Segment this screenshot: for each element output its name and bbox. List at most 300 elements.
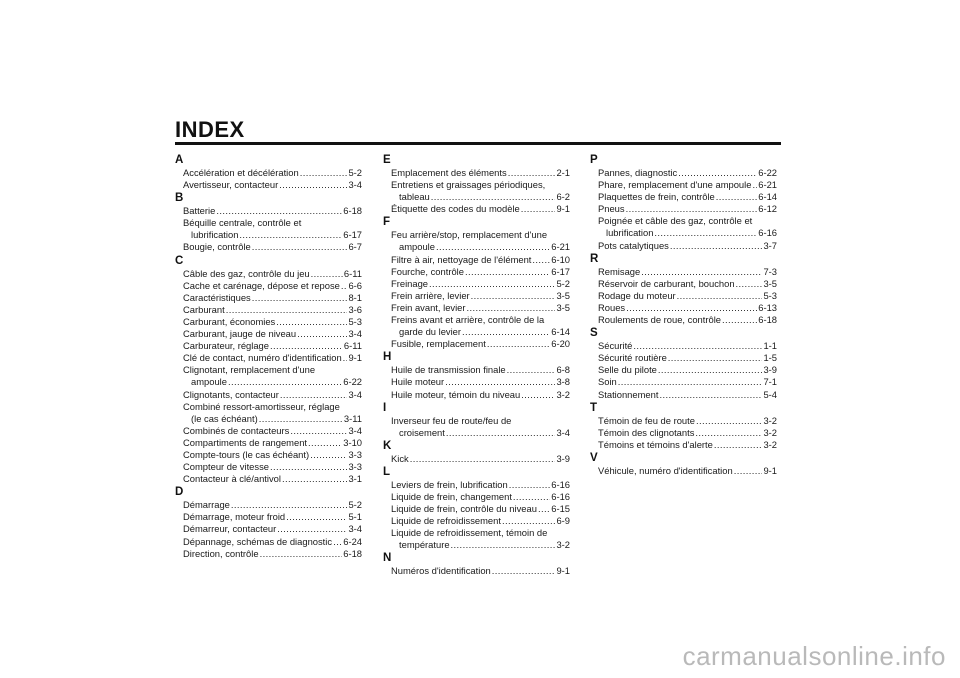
page-ref: 3-4: [556, 426, 570, 438]
entry-text: Clignotants, contacteur: [183, 388, 279, 400]
page-ref: 3-4: [348, 523, 362, 535]
section-letter: D: [175, 486, 184, 499]
dot-leader: [654, 227, 757, 239]
index-entry[interactable]: [383, 314, 570, 338]
entry-text: garde du levier: [399, 326, 462, 338]
entry-text: Témoin de feu de route: [598, 414, 695, 426]
section-letter: A: [175, 154, 184, 166]
dot-leader: [716, 191, 757, 203]
index-entry[interactable]: [175, 511, 362, 523]
title-rule: [175, 142, 781, 145]
section-letter: R: [590, 252, 599, 265]
dot-leader: [252, 241, 348, 253]
index-entry[interactable]: [590, 415, 777, 427]
page-ref: 3-5: [556, 301, 570, 313]
dot-leader: [451, 539, 556, 551]
entry-text: Câble des gaz, contrôle du jeu: [183, 267, 310, 279]
entry-text: Phare, remplacement d'une ampoule: [598, 179, 752, 191]
index-entry[interactable]: [175, 449, 362, 461]
index-entry[interactable]: [590, 215, 777, 239]
dot-leader: [279, 179, 347, 191]
section-letter: E: [383, 154, 391, 166]
entry-text: Bougie, contrôle: [183, 241, 251, 253]
dot-leader: [513, 491, 550, 503]
page-ref: 3-6: [348, 303, 362, 315]
entry-text: croisement: [399, 426, 445, 438]
entry-text: Freinage: [391, 277, 429, 289]
entry-text: Huile moteur, témoin du niveau: [391, 388, 521, 400]
page-ref: 3-11: [343, 412, 362, 424]
dot-leader: [311, 268, 343, 280]
index-entry[interactable]: [383, 565, 570, 577]
dot-leader: [695, 427, 762, 439]
entry-text: Accélération et décélération: [183, 167, 299, 178]
dot-leader: [216, 205, 342, 217]
dot-leader: [228, 376, 342, 388]
page-ref: 6-16: [758, 227, 777, 239]
section-letter: F: [383, 216, 391, 229]
entry-text: Liquide de refroidissement, témoin de: [391, 527, 548, 539]
entry-text: Pots catalytiques: [598, 239, 669, 251]
entry-text: Direction, contrôle: [183, 547, 259, 559]
index-entry[interactable]: [175, 241, 362, 253]
page-ref: 5-2: [556, 277, 570, 289]
entry-text: Fusible, remplacement: [391, 338, 486, 350]
dot-leader: [678, 167, 757, 179]
dot-leader: [508, 167, 556, 179]
index-entry[interactable]: [175, 425, 362, 437]
page-ref: 3-2: [763, 414, 777, 426]
page-ref: 3-9: [763, 364, 777, 376]
index-entry[interactable]: [175, 167, 362, 179]
page-ref: 5-4: [763, 388, 777, 400]
entry-text: température: [399, 539, 450, 551]
page-ref: 2-1: [556, 167, 570, 178]
page-ref: 6-17: [551, 265, 570, 277]
entry-text: Témoins et témoins d'alerte: [598, 438, 713, 450]
index-entry[interactable]: [590, 240, 777, 252]
dot-leader: [341, 280, 348, 292]
dot-leader: [231, 499, 348, 511]
entry-text: Liquide de refroidissement: [391, 515, 501, 527]
page-title: INDEX: [175, 117, 245, 142]
index-entry[interactable]: [590, 167, 777, 179]
entry-text: Stationnement: [598, 388, 659, 400]
index-entry[interactable]: [590, 191, 777, 203]
page-ref: 6-22: [758, 167, 777, 178]
page-ref: 6-9: [556, 515, 570, 527]
dot-leader: [431, 191, 556, 203]
index-entry[interactable]: [175, 268, 362, 280]
entry-text: Étiquette des codes du modèle: [391, 203, 520, 215]
index-entry[interactable]: [383, 389, 570, 401]
index-entry[interactable]: [175, 352, 362, 364]
index-entry[interactable]: [383, 479, 570, 491]
entry-text: lubrification: [191, 229, 239, 241]
entry-text: Frein arrière, levier: [391, 289, 470, 301]
index-column-3: [590, 153, 777, 477]
dot-leader: [290, 425, 347, 437]
section-letter: N: [383, 552, 392, 565]
page-ref: 6-20: [551, 338, 570, 350]
dot-leader: [502, 515, 555, 527]
index-entry[interactable]: [175, 364, 362, 388]
section-letter: K: [383, 439, 392, 452]
index-entry[interactable]: [175, 179, 362, 191]
section-letter: I: [383, 401, 387, 414]
page-ref: 8-1: [348, 291, 362, 303]
dot-leader: [446, 427, 556, 439]
entry-text: Contacteur à clé/antivol: [183, 473, 281, 485]
index-entry[interactable]: [175, 292, 362, 304]
dot-leader: [467, 302, 556, 314]
index-entry[interactable]: [383, 179, 570, 203]
index-entry[interactable]: [175, 473, 362, 485]
page-ref: 6-15: [551, 503, 570, 515]
page-ref: 3-4: [348, 328, 362, 340]
dot-leader: [722, 314, 757, 326]
page-ref: 6-21: [758, 179, 777, 191]
entry-text: Béquille centrale, contrôle et: [183, 217, 302, 229]
entry-text: Roues: [598, 301, 626, 313]
index-entry[interactable]: [175, 280, 362, 292]
page-ref: 6-24: [343, 535, 362, 547]
index-entry[interactable]: [383, 254, 570, 266]
page-ref: 6-8: [556, 364, 570, 376]
page-ref: 6-18: [343, 205, 362, 217]
entry-text: Compte-tours (le cas échéant): [183, 448, 310, 460]
index-entry[interactable]: [590, 314, 777, 326]
dot-leader: [696, 415, 763, 427]
page-ref: 3-5: [556, 289, 570, 301]
dot-leader: [641, 266, 762, 278]
index-entry[interactable]: [383, 453, 570, 465]
section-letter: T: [590, 401, 598, 414]
entry-text: Liquide de frein, changement: [391, 490, 512, 502]
index-entry[interactable]: [383, 338, 570, 350]
page-ref: 6-6: [348, 279, 362, 291]
dot-leader: [487, 338, 550, 350]
page-ref: 3-4: [348, 179, 362, 191]
page-ref: 3-10: [343, 436, 362, 448]
page-ref: 1-1: [763, 340, 777, 352]
entry-text: Dépannage, schémas de diagnostic: [183, 535, 333, 547]
dot-leader: [670, 240, 763, 252]
page-ref: 6-18: [343, 547, 362, 559]
entry-text: Roulements de roue, contrôle: [598, 314, 721, 326]
entry-text: Compteur de vitesse: [183, 461, 269, 473]
dot-leader: [277, 523, 347, 535]
dot-leader: [633, 340, 762, 352]
dot-leader: [462, 326, 550, 338]
dot-leader: [300, 167, 348, 179]
entry-text: ampoule: [191, 376, 227, 388]
dot-leader: [436, 241, 550, 253]
index-entry[interactable]: [590, 340, 777, 352]
dot-leader: [538, 503, 550, 515]
entry-text: Rodage du moteur: [598, 289, 676, 301]
dot-leader: [308, 437, 342, 449]
entry-text: tableau: [399, 191, 430, 203]
section-letter: P: [590, 154, 598, 166]
entry-text: Témoin des clignotants: [598, 426, 695, 438]
dot-leader: [471, 290, 556, 302]
index-entry[interactable]: [175, 340, 362, 352]
index-entry[interactable]: [383, 364, 570, 376]
dot-leader: [445, 376, 555, 388]
entry-text: Emplacement des éléments: [391, 167, 507, 178]
entry-text: Clignotant, remplacement d'une: [183, 364, 316, 376]
entry-text: Réservoir de carburant, bouchon: [598, 277, 735, 289]
entry-text: Combiné ressort-amortisseur, réglage: [183, 400, 340, 412]
page-ref: 3-1: [348, 473, 362, 485]
index-entry[interactable]: [383, 376, 570, 388]
page-ref: 3-9: [556, 452, 570, 464]
index-entry[interactable]: [175, 217, 362, 241]
index-entry[interactable]: [175, 389, 362, 401]
entry-text: (le cas échéant): [191, 412, 258, 424]
index-entry[interactable]: [383, 527, 570, 551]
page-ref: 3-4: [348, 424, 362, 436]
entry-text: Véhicule, numéro d'identification: [598, 464, 733, 476]
dot-leader: [736, 278, 763, 290]
entry-text: Carburant: [183, 303, 225, 315]
entry-text: Soin: [598, 376, 617, 388]
page-ref: 3-4: [348, 388, 362, 400]
index-entry[interactable]: [590, 278, 777, 290]
entry-text: Pneus: [598, 203, 625, 215]
index-entry[interactable]: [590, 376, 777, 388]
page-ref: 5-2: [348, 167, 362, 178]
dot-leader: [507, 364, 556, 376]
dot-leader: [239, 229, 342, 241]
index-entry[interactable]: [175, 401, 362, 425]
dot-leader: [734, 465, 763, 477]
dot-leader: [658, 364, 763, 376]
dot-leader: [282, 473, 347, 485]
entry-text: Pannes, diagnostic: [598, 167, 678, 178]
page-ref: 9-1: [556, 203, 570, 215]
page-ref: 3-2: [556, 388, 570, 400]
section-letter: V: [590, 451, 598, 464]
page-ref: 6-14: [551, 326, 570, 338]
index-entry[interactable]: [383, 229, 570, 253]
entry-text: Huile de transmission finale: [391, 364, 506, 376]
entry-text: Plaquettes de frein, contrôle: [598, 191, 715, 203]
page-ref: 6-16: [551, 490, 570, 502]
page-ref: 9-1: [556, 565, 570, 577]
index-entry[interactable]: [590, 439, 777, 451]
dot-leader: [677, 290, 763, 302]
entry-text: Batterie: [183, 205, 216, 217]
index-entry[interactable]: [383, 302, 570, 314]
entry-text: Carburant, jauge de niveau: [183, 328, 297, 340]
page-ref: 6-22: [343, 376, 362, 388]
index-entry[interactable]: [175, 205, 362, 217]
index-column-2: [383, 153, 570, 578]
page-ref: 3-3: [348, 448, 362, 460]
index-column-1: [175, 153, 362, 560]
index-entry[interactable]: [590, 364, 777, 376]
index-entry[interactable]: [590, 465, 777, 477]
index-entry[interactable]: [383, 290, 570, 302]
index-entry[interactable]: [175, 523, 362, 535]
section-letter: H: [383, 351, 392, 364]
index-entry[interactable]: [175, 437, 362, 449]
index-entry[interactable]: [175, 499, 362, 511]
dot-leader: [260, 548, 343, 560]
page-ref: 9-1: [763, 464, 777, 476]
entry-text: Inverseur feu de route/feu de: [391, 414, 512, 426]
page-ref: 3-8: [556, 376, 570, 388]
entry-text: Huile moteur: [391, 376, 445, 388]
index-entry[interactable]: [590, 179, 777, 191]
index-entry[interactable]: [383, 167, 570, 179]
dot-leader: [286, 511, 347, 523]
entry-text: Cache et carénage, dépose et repose: [183, 279, 340, 291]
page-ref: 7-1: [763, 376, 777, 388]
page-ref: 7-3: [763, 265, 777, 277]
page-ref: 1-5: [763, 352, 777, 364]
dot-leader: [465, 266, 550, 278]
section-letter: S: [590, 327, 598, 340]
dot-leader: [270, 340, 343, 352]
index-entry[interactable]: [175, 461, 362, 473]
index-entry[interactable]: [383, 278, 570, 290]
entry-text: Combinés de contacteurs: [183, 424, 290, 436]
index-entry[interactable]: [383, 503, 570, 515]
entry-text: Poignée et câble des gaz, contrôle et: [598, 215, 753, 227]
index-entry[interactable]: [590, 290, 777, 302]
entry-text: lubrification: [606, 227, 654, 239]
index-entry[interactable]: [383, 415, 570, 439]
entry-text: Sécurité: [598, 340, 633, 352]
dot-leader: [521, 203, 556, 215]
watermark: carmanualsonline.info: [682, 641, 946, 671]
page-ref: 3-2: [763, 438, 777, 450]
entry-text: Démarreur, contacteur: [183, 523, 277, 535]
dot-leader: [226, 304, 348, 316]
entry-text: ampoule: [399, 241, 435, 253]
dot-leader: [429, 278, 555, 290]
index-entry[interactable]: [590, 427, 777, 439]
page-ref: 6-14: [758, 191, 777, 203]
dot-leader: [714, 439, 763, 451]
page-ref: 6-18: [758, 314, 777, 326]
index-entry[interactable]: [590, 352, 777, 364]
index-entry[interactable]: [383, 203, 570, 215]
entry-text: Clé de contact, numéro d'identification: [183, 352, 342, 364]
dot-leader: [310, 449, 347, 461]
index-entry[interactable]: [175, 316, 362, 328]
dot-leader: [333, 536, 342, 548]
page-ref: 3-5: [763, 277, 777, 289]
page-ref: 6-21: [551, 241, 570, 253]
index-entry[interactable]: [383, 266, 570, 278]
page-ref: 6-13: [758, 301, 777, 313]
dot-leader: [280, 389, 348, 401]
dot-leader: [297, 328, 347, 340]
page-ref: 3-3: [348, 461, 362, 473]
entry-text: Avertisseur, contacteur: [183, 179, 279, 191]
page-ref: 3-7: [763, 239, 777, 251]
entry-text: Remisage: [598, 265, 641, 277]
index-entry[interactable]: [175, 536, 362, 548]
entry-text: Selle du pilote: [598, 364, 657, 376]
entry-text: Démarrage: [183, 499, 230, 511]
page-ref: 6-10: [551, 253, 570, 265]
index-entry[interactable]: [590, 266, 777, 278]
dot-leader: [410, 453, 556, 465]
index-entry[interactable]: [175, 304, 362, 316]
dot-leader: [252, 292, 348, 304]
entry-text: Démarrage, moteur froid: [183, 511, 286, 523]
entry-text: Kick: [391, 452, 409, 464]
index-entry[interactable]: [383, 515, 570, 527]
page-ref: 6-16: [551, 478, 570, 490]
page-ref: 5-3: [348, 315, 362, 327]
page-ref: 5-2: [348, 499, 362, 511]
entry-text: Compartiments de rangement: [183, 436, 308, 448]
dot-leader: [509, 479, 551, 491]
dot-leader: [532, 254, 550, 266]
entry-text: Numéros d'identification: [391, 565, 491, 577]
index-entry[interactable]: [590, 389, 777, 401]
page-ref: 9-1: [348, 352, 362, 364]
entry-text: Frein avant, levier: [391, 301, 466, 313]
entry-text: Carburant, économies: [183, 315, 276, 327]
page-ref: 6-12: [758, 203, 777, 215]
page-ref: 6-11: [343, 340, 362, 352]
entry-text: Freins avant et arrière, contrôle de la: [391, 314, 545, 326]
dot-leader: [626, 302, 757, 314]
page-ref: 3-2: [763, 426, 777, 438]
section-letter: B: [175, 192, 184, 205]
dot-leader: [626, 203, 758, 215]
page-ref: 5-1: [348, 511, 362, 523]
entry-text: Caractéristiques: [183, 291, 251, 303]
index-entry[interactable]: [590, 203, 777, 215]
section-letter: C: [175, 254, 184, 267]
entry-text: Leviers de frein, lubrification: [391, 478, 508, 490]
index-entry[interactable]: [590, 302, 777, 314]
dot-leader: [259, 413, 343, 425]
page-ref: 6-17: [343, 229, 362, 241]
dot-leader: [276, 316, 347, 328]
entry-text: Filtre à air, nettoyage de l'élément: [391, 253, 532, 265]
dot-leader: [752, 179, 757, 191]
entry-text: Sécurité routière: [598, 352, 667, 364]
dot-leader: [618, 376, 763, 388]
dot-leader: [343, 352, 348, 364]
entry-text: Entretiens et graissages périodiques,: [391, 179, 546, 191]
index-entry[interactable]: [175, 548, 362, 560]
index-entry[interactable]: [383, 491, 570, 503]
page-ref: 3-2: [556, 539, 570, 551]
dot-leader: [521, 389, 555, 401]
section-letter: L: [383, 465, 391, 478]
entry-text: Liquide de frein, contrôle du niveau: [391, 503, 537, 515]
dot-leader: [270, 461, 347, 473]
entry-text: Carburateur, réglage: [183, 340, 269, 352]
entry-text: Fourche, contrôle: [391, 265, 464, 277]
index-entry[interactable]: [175, 328, 362, 340]
dot-leader: [492, 565, 556, 577]
dot-leader: [668, 352, 763, 364]
page-ref: 6-2: [556, 191, 570, 203]
page-ref: 5-3: [763, 289, 777, 301]
page-ref: 6-11: [343, 267, 362, 279]
